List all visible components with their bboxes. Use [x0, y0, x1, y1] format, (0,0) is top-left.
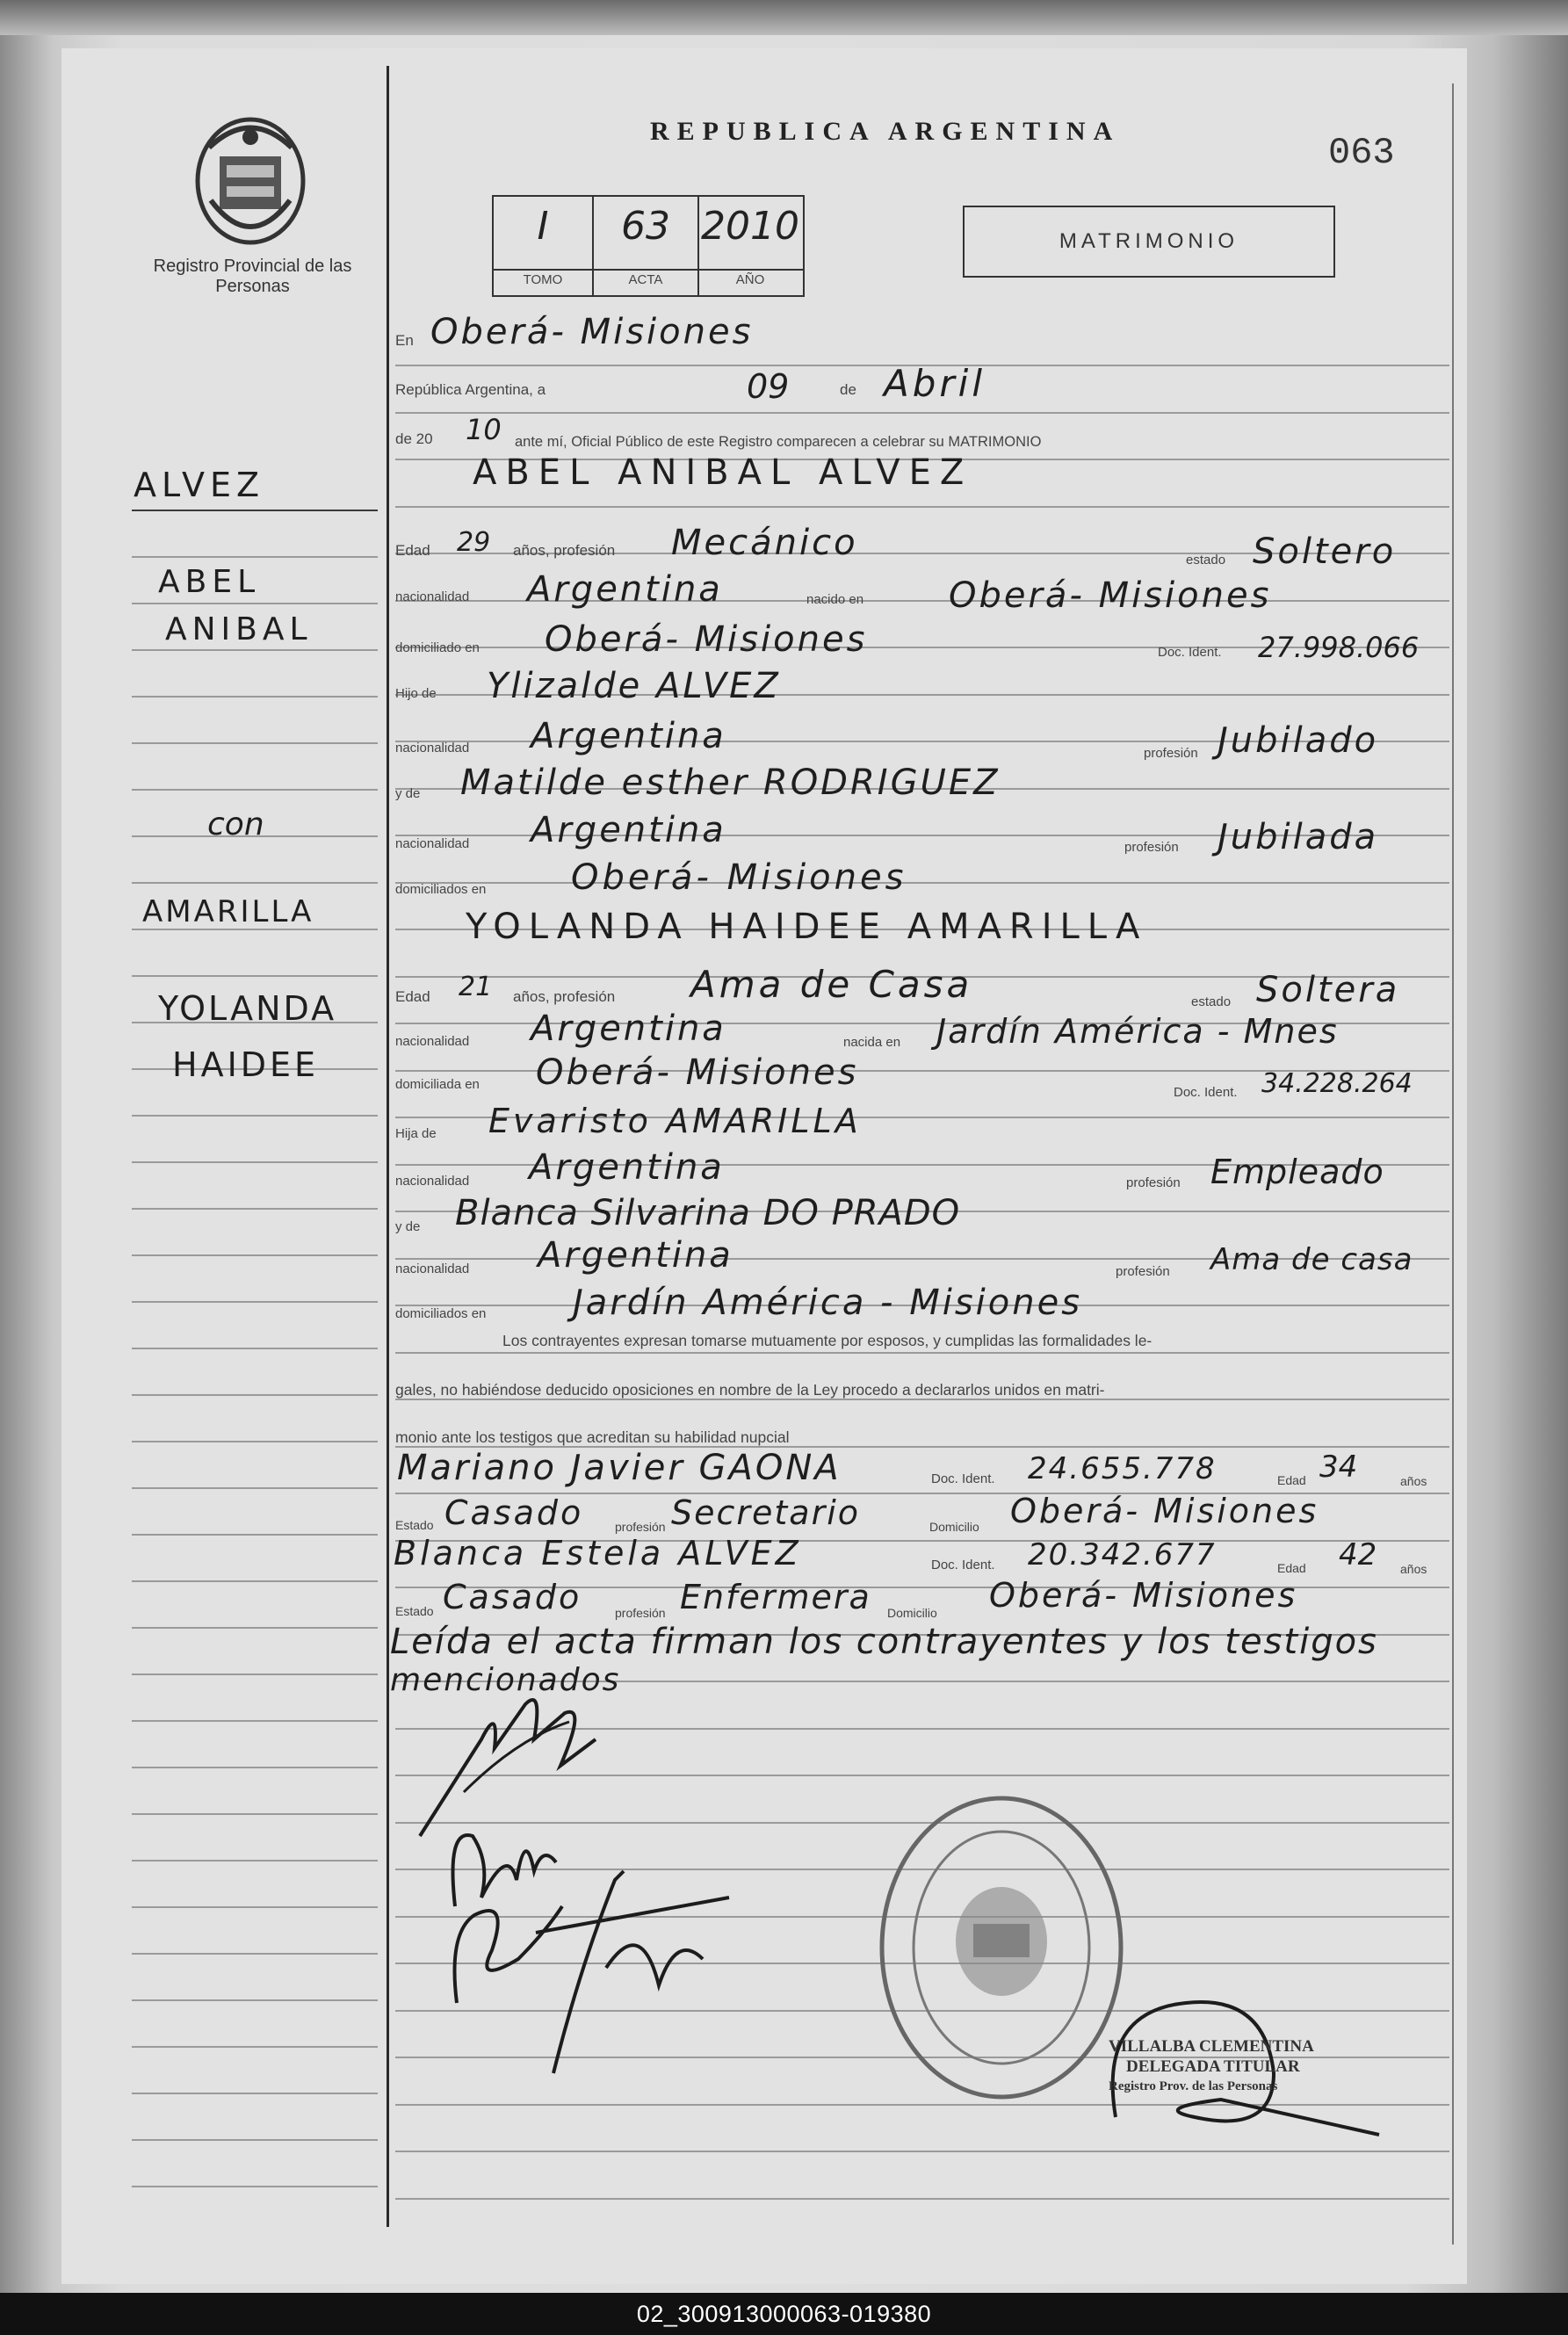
margin-column-rule — [387, 66, 389, 2227]
label-de-month: de — [840, 381, 856, 398]
margin-rule-line — [132, 696, 378, 698]
label-groom-doc: Doc. Ident. — [1158, 645, 1222, 660]
bride-profession: Ama de Casa — [690, 963, 973, 1006]
bride-mother-profession: Ama de casa — [1210, 1242, 1413, 1277]
label-bride-domiciliada: domiciliada en — [395, 1077, 480, 1092]
bride-parents-domicile: Jardín América - Misiones — [573, 1283, 1083, 1323]
margin-rule-line — [132, 1627, 378, 1629]
label-witness-2-profesion: profesión — [615, 1606, 666, 1620]
month: Abril — [884, 362, 986, 405]
groom-civil-status: Soltero — [1253, 531, 1397, 572]
label-witness-1-edad: Edad — [1277, 1473, 1306, 1487]
groom-profession: Mecánico — [671, 523, 858, 563]
margin-groom-surname: ALVEZ — [134, 466, 265, 504]
witness-1-age: 34 — [1319, 1449, 1358, 1485]
label-witness-2-edad: Edad — [1277, 1561, 1306, 1575]
label-groom-edad: Edad — [395, 542, 430, 559]
form-rule-line — [395, 506, 1449, 508]
label-witness-2-domicilio: Domicilio — [887, 1606, 937, 1620]
groom-father-nationality: Argentina — [531, 716, 726, 756]
bride-domicile: Oberá- Misiones — [536, 1052, 859, 1093]
label-witness-1-domicilio: Domicilio — [929, 1520, 979, 1534]
bride-birthplace: Jardín América - Mnes — [936, 1012, 1339, 1051]
anio-label: AÑO — [735, 272, 765, 287]
official-title: DELEGADA TITULAR — [1126, 2057, 1300, 2076]
label-witness-1-doc: Doc. Ident. — [931, 1471, 995, 1486]
statement-line-2: gales, no habiéndose deducido oposiciones en nombre de la Ley procedo a declararlos unidos en matri- — [395, 1381, 1105, 1399]
margin-rule-line — [132, 1208, 378, 1210]
groom-father-name: Ylizalde ALVEZ — [487, 666, 781, 706]
label-witness-1-estado: Estado — [395, 1518, 434, 1532]
form-rule-line — [395, 412, 1449, 414]
form-rule-line — [395, 2198, 1449, 2200]
acta-value: 63 — [621, 204, 670, 249]
margin-rule-line — [132, 1534, 378, 1536]
label-groom-profesion: años, profesión — [513, 542, 616, 559]
label-de-year: de 20 — [395, 430, 433, 447]
margin-rule-line — [132, 1953, 378, 1955]
witness-1-name: Mariano Javier GAONA — [397, 1448, 842, 1488]
groom-father-profession: Jubilado — [1218, 720, 1379, 761]
label-en: En — [395, 332, 414, 349]
margin-rule-line — [132, 1254, 378, 1256]
registry-name: Registro Provincial de las Personas — [153, 257, 352, 296]
right-border-rule — [1452, 83, 1454, 2245]
margin-rule-line — [132, 1767, 378, 1768]
label-witness-1-anios: años — [1400, 1474, 1427, 1488]
tomo-value: I — [537, 204, 549, 249]
label-bride-yde: y de — [395, 1219, 421, 1234]
form-rule-line — [395, 882, 1449, 884]
bride-civil-status: Soltera — [1256, 970, 1400, 1010]
signature-4-icon — [527, 1862, 738, 2082]
margin-rule-line — [132, 2046, 378, 2048]
label-groom-mother-prof: profesión — [1124, 840, 1179, 855]
label-groom-father-nac: nacionalidad — [395, 741, 470, 755]
witness-1-profession: Secretario — [671, 1493, 861, 1532]
bride-father-profession: Empleado — [1210, 1153, 1384, 1191]
groom-mother-name: Matilde esther RODRIGUEZ — [460, 763, 1001, 803]
margin-rule-line — [132, 1720, 378, 1722]
margin-bride-name-2: HAIDEE — [172, 1045, 320, 1084]
groom-mother-profession: Jubilada — [1218, 817, 1379, 857]
witness-2-domicile: Oberá- Misiones — [989, 1576, 1298, 1615]
label-groom-domiciliados: domiciliados en — [395, 882, 487, 897]
margin-rule-line — [132, 975, 378, 977]
margin-connector: con — [207, 806, 264, 842]
acta-label: ACTA — [628, 272, 663, 287]
label-bride-domiciliados: domiciliados en — [395, 1306, 487, 1321]
anio-value: 2010 — [701, 204, 799, 249]
label-bride-mother-prof: profesión — [1116, 1264, 1170, 1279]
official-name: VILLALBA CLEMENTINA — [1109, 2037, 1314, 2056]
margin-rule-line — [132, 1580, 378, 1582]
margin-rule-line — [132, 1860, 378, 1861]
label-witness-2-anios: años — [1400, 1562, 1427, 1576]
provincial-seal-icon — [191, 112, 310, 249]
statement-line-1: Los contrayentes expresan tomarse mutuamente por esposos, y cumplidas las formalidades le- — [502, 1332, 1153, 1349]
official-stamp-text — [1109, 2036, 1314, 2097]
groom-age: 29 — [457, 527, 491, 558]
witness-1-doc-id: 24.655.778 — [1028, 1451, 1217, 1486]
margin-rule-line — [132, 882, 378, 884]
label-bride-hija: Hija de — [395, 1126, 437, 1141]
groom-birthplace: Oberá- Misiones — [949, 575, 1272, 616]
form-rule-line — [395, 1352, 1449, 1354]
document-type-box: MATRIMONIO — [963, 206, 1335, 278]
label-groom-nacido: nacido en — [806, 592, 864, 607]
closing-line-2: mencionados — [390, 1662, 621, 1698]
scan-id-footer: 02_300913000063-019380 — [0, 2293, 1568, 2335]
groom-parents-domicile: Oberá- Misiones — [571, 857, 907, 898]
statement-line-3: monio ante los testigos que acreditan su habilidad nupcial — [395, 1428, 790, 1446]
bride-mother-name: Blanca Silvarina DO PRADO — [455, 1193, 961, 1233]
witness-2-doc-id: 20.342.677 — [1028, 1537, 1217, 1572]
groom-nationality: Argentina — [527, 569, 723, 610]
witness-1-domicile: Oberá- Misiones — [1010, 1492, 1319, 1530]
label-groom-hijo: Hijo de — [395, 686, 437, 701]
margin-rule-line — [132, 2186, 378, 2187]
label-republica: República Argentina, a — [395, 381, 546, 398]
official-stamp-icon — [877, 1792, 1126, 2103]
margin-rule-line — [132, 742, 378, 744]
bride-father-name: Evaristo AMARILLA — [488, 1102, 862, 1140]
bride-mother-nationality: Argentina — [538, 1235, 733, 1276]
label-bride-profesion: años, profesión — [513, 988, 616, 1005]
margin-rule-line — [132, 789, 378, 791]
bride-age: 21 — [459, 972, 493, 1002]
closing-line-1: Leída el acta firman los contrayentes y los testigos — [390, 1622, 1378, 1662]
day: 09 — [747, 367, 790, 406]
bride-full-name: YOLANDA HAIDEE AMARILLA — [466, 907, 1148, 947]
page-number: 063 — [1328, 132, 1395, 174]
witness-2-civil-status: Casado — [443, 1578, 582, 1616]
label-bride-estado: estado — [1191, 994, 1232, 1009]
label-bride-edad: Edad — [395, 988, 430, 1005]
official-registry: Registro Prov. de las Personas — [1109, 2079, 1278, 2093]
margin-rule-line — [132, 1674, 378, 1675]
witness-2-age: 42 — [1339, 1537, 1377, 1572]
label-bride-father-prof: profesión — [1126, 1175, 1181, 1190]
groom-domicile: Oberá- Misiones — [545, 619, 868, 660]
label-groom-domiciliado: domiciliado en — [395, 640, 480, 655]
tomo-label: TOMO — [523, 272, 563, 287]
label-groom-yde: y de — [395, 786, 421, 801]
label-bride-mother-nac: nacionalidad — [395, 1261, 470, 1276]
label-groom-estado: estado — [1186, 553, 1226, 567]
label-witness-2-estado: Estado — [395, 1604, 434, 1618]
bride-doc-id: 34.228.264 — [1261, 1068, 1413, 1099]
margin-rule-line — [132, 1999, 378, 2001]
label-bride-nacionalidad: nacionalidad — [395, 1034, 470, 1049]
bride-nationality: Argentina — [531, 1008, 726, 1049]
bride-father-nationality: Argentina — [529, 1147, 725, 1188]
margin-rule-line — [132, 1906, 378, 1908]
margin-rule-line — [132, 510, 378, 511]
margin-rule-line — [132, 1348, 378, 1349]
groom-doc-id: 27.998.066 — [1258, 631, 1420, 664]
witness-2-name: Blanca Estela ALVEZ — [394, 1534, 802, 1572]
year-suffix: 10 — [466, 413, 502, 446]
margin-rule-line — [132, 1115, 378, 1117]
margin-bride-surname: AMARILLA — [142, 894, 314, 929]
place: Oberá- Misiones — [430, 312, 754, 352]
margin-rule-line — [132, 1301, 378, 1303]
margin-rule-line — [132, 649, 378, 651]
label-ante: ante mí, Oficial Público de este Registro comparecen a celebrar su MATRIMONIO — [515, 434, 1042, 450]
margin-rule-line — [132, 603, 378, 604]
margin-groom-name-1: ABEL — [158, 564, 261, 600]
margin-rule-line — [132, 1487, 378, 1489]
record-number-box — [492, 195, 805, 297]
margin-groom-name-2: ANIBAL — [165, 611, 313, 647]
margin-rule-line — [132, 556, 378, 558]
groom-full-name: ABEL ANIBAL ALVEZ — [473, 452, 973, 493]
label-bride-father-nac: nacionalidad — [395, 1174, 470, 1189]
label-bride-nacida: nacida en — [843, 1035, 901, 1050]
label-groom-nacionalidad: nacionalidad — [395, 589, 470, 604]
witness-1-civil-status: Casado — [444, 1493, 584, 1532]
margin-rule-line — [132, 1394, 378, 1396]
label-witness-1-profesion: profesión — [615, 1520, 666, 1534]
margin-rule-line — [132, 1161, 378, 1163]
margin-rule-line — [132, 2139, 378, 2141]
witness-2-profession: Enfermera — [680, 1578, 871, 1616]
page-top-edge — [0, 0, 1568, 35]
margin-rule-line — [132, 1441, 378, 1442]
margin-rule-line — [132, 1813, 378, 1815]
margin-bride-name-1: YOLANDA — [158, 989, 337, 1028]
label-groom-father-prof: profesión — [1144, 746, 1198, 761]
label-bride-doc: Doc. Ident. — [1174, 1085, 1238, 1100]
label-groom-mother-nac: nacionalidad — [395, 836, 470, 851]
label-witness-2-doc: Doc. Ident. — [931, 1558, 995, 1572]
groom-mother-nationality: Argentina — [531, 810, 726, 850]
margin-rule-line — [132, 2093, 378, 2094]
country-title: REPUBLICA ARGENTINA — [650, 117, 1121, 146]
